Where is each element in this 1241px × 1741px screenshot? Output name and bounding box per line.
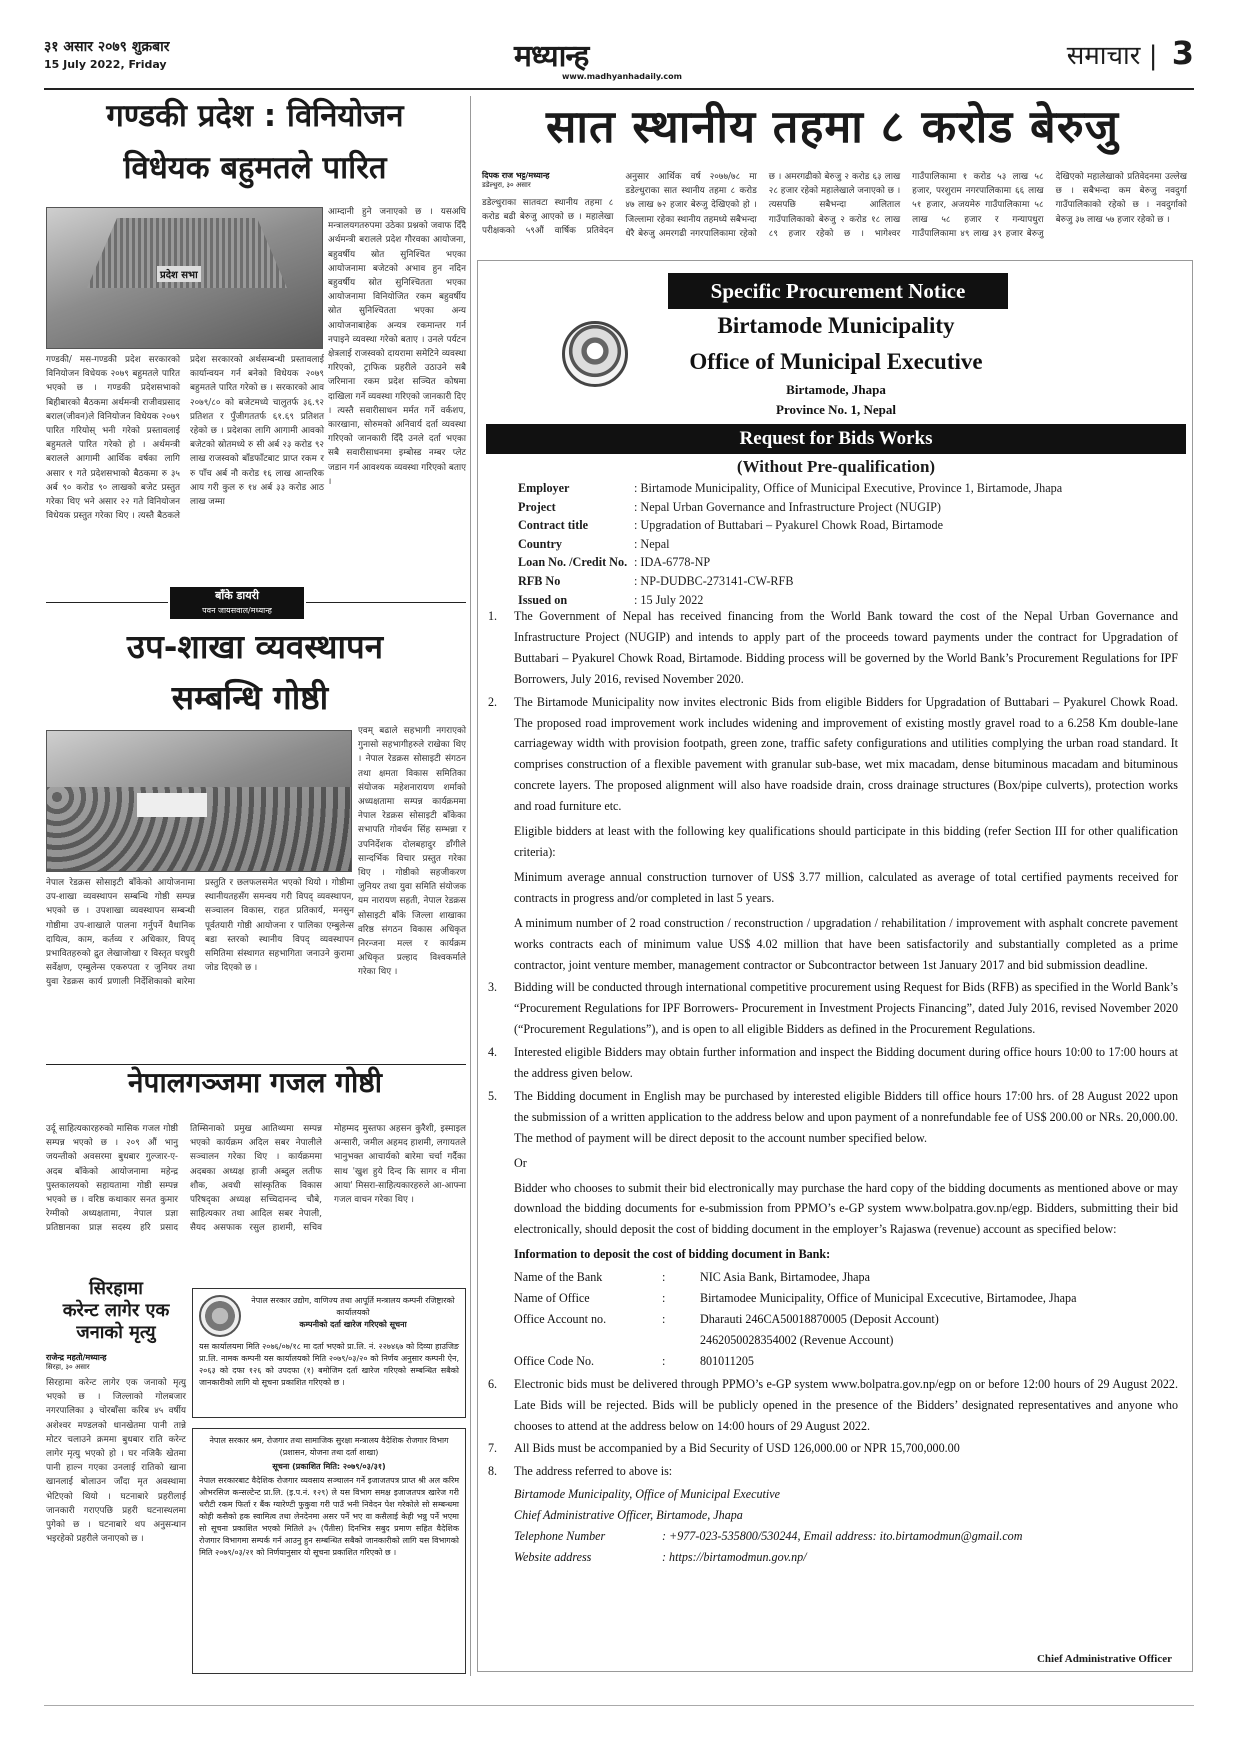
org-office: Office of Municipal Executive <box>689 349 983 374</box>
item-2-para-4: A minimum number of 2 road construction / reconstruction / upgradation / rehabilitation / improvement with asphalt concrete pavement works contracts each of minimum value US$ 4.02 million that have been satisfactorily and substantially completed as a prime contractor, joint venture member, management contractor or Subcontractor between 1st January 2017 and bid submission deadline. <box>514 915 1178 972</box>
sirha-byline-block <box>46 1352 186 1372</box>
sirha-headline-3: जनाको मृत्यु <box>76 1322 156 1343</box>
banke-diary-tag <box>170 587 304 619</box>
nepal-emblem-icon <box>199 1295 241 1337</box>
sirha-byline: राजेन्द्र महतो/मध्यान्ह <box>46 1353 107 1362</box>
gazal-body: उर्दू साहित्यकारहरुको मासिक गजल गोष्ठी सम्पन्न भएको छ । २०९ औं भानु जयन्तीको अवसरमा बुधबार गुल्जार-ए-अदब बाँकेको आयोजनामा महेन्द्र पुस्तकालयको सहायतामा गोष्ठी सम्पन्न भएको छ । वरिष्ठ कथाकार सनत कुमार रेग्मीको अध्यक्षतामा, नेपाल प्रज्ञा प्रतिष्ठानका प्राज्ञ सदस्य हरि प्रसाद तिम्सिनाको प्रमुख आतिथ्यमा सम्पन्न भएको कार्यक्रम अदिल सबर नेपालीले सञ्चालन गरेका थिए । कार्यक्रममा अदबका अध्यक्ष हाजी अब्दुल लतीफ शौक, अवधी सांस्कृतिक विकास परिषद्का अध्यक्ष सच्चिदानन्द चौबे, साहित्यकार तथा आदिल सबर नेपाली, सैयद असफाक रसुल हाशमी, सचिव मोहम्मद मुस्तफा अहसन कुरैशी, इस्माइल अन्सारी, जमील अहमद हाशमी, लगायतले भानुभक्त आचार्यको बारेमा चर्चा गर्दैका साथ 'खुश हुये दिन्द कि सागर व मीना आया' मिसरा-साहित्यकारहरुले आ-आफ्ना गजल वाचन गरेका थिए । <box>46 1124 466 1234</box>
divider <box>46 602 168 603</box>
company-notice-header <box>199 1295 459 1337</box>
field-row: Loan No. /Credit No. : IDA-6778-NP <box>518 555 711 570</box>
upshakha-headline-2: सम्बन्धि गोष्ठी <box>171 678 329 717</box>
masthead <box>44 34 1194 84</box>
procurement-notice <box>477 260 1193 1672</box>
notice-item-4: 4. Interested eligible Bidders may obtain further information and inspect the Bidding document during office hours 10:00 to 17:00 hours at the address given below. <box>488 1045 1178 1081</box>
goshthi-group-photo <box>46 730 352 872</box>
item-8-text: The address referred to above is: <box>514 1464 673 1479</box>
employment-notice-header: नेपाल सरकार श्रम, रोजगार तथा सामाजिक सुरक्षा मन्त्रालय वैदेशिक रोजगार विभाग (प्रशासन, योजना तथा दर्ता शाखा) <box>209 1436 449 1457</box>
upshakha-bottom-columns: नेपाल रेडक्रस सोसाइटी बाँकेको आयोजनामा उप-शाखा व्यवस्थापन सम्बन्धि गोष्ठी सम्पन्न भएको छ । उपशाखा व्यवस्थापन सम्बन्धी गोष्ठीमा उप-शाखाले पालना गर्नुपर्ने वैधानिक दायित्व, काम, कर्तव्य र अधिकार, विपद् प्रभावितहरुको द्रुत लेखाजोखा र विस्तृत घरधुरी सर्वेक्षण, एम्बुलेन्स एकरुपता र जुनियर तथा युवा रेडक्रस कार्य प्रणाली निर्देशिकाको बारेमा प्रस्तुति र छलफलसमेत भएको थियो । गोष्ठीमा स्थानीयतहसँग समन्वय गरी विपद् व्यवस्थापन, सञ्चालन विकास, राहत प्रतिकार्य, मनसुन पूर्वतयारी गोष्ठी आयोजना र पालिका एम्बुलेन्स बडा स्तरको स्थानीय विपद् व्यवस्थापन समितिमा संस्थागत सहभागिता जनाउने कुरामा जोड दिएको छ । <box>46 878 354 988</box>
field-row: RFB No : NP-DUDBC-273141-CW-RFB <box>518 573 794 588</box>
org-name: Birtamode Municipality <box>717 313 955 338</box>
banke-diary-title: बाँके डायरी <box>215 589 259 602</box>
rfb-subtitle: (Without Pre-qualification) <box>736 457 936 476</box>
sirha-place: सिरहा, ३० असार <box>46 1363 90 1371</box>
masthead-rule <box>44 88 1194 90</box>
section-label: समाचार | 3 <box>1066 34 1194 72</box>
item-2-para-3: Minimum average annual construction turnover of US$ 3.77 million, calculated as average of total certified payments received for contracts in progress and/or completed in last 5 years. <box>514 869 1178 905</box>
signature: Chief Administrative Officer <box>1036 1653 1172 1665</box>
divider <box>306 602 466 603</box>
employment-notice-body: नेपाल सरकारबाट वैदेशिक रोजगार व्यवसाय सञ्चालन गर्ने इजाजतपत्र प्राप्त श्री अल करिम ओभरसिज कन्सल्टेन्ट प्रा.लि. (इ.प.नं. १२९) ले यस विभाग समक्ष इजाजतपत्र खारेज गरी धरौटी रकम फिर्ता र बैंक ग्यारेण्टी फुकुवा गरी पाउँ भनी निवेदन पेश गरेकोले सो सम्बन्धमा कोही कसैको हक स्वामित्व तथा लेनदेनमा असर पर्ने भए वा कसैलाई केही भन्नु पर्ने भएमा सो सूचना प्रकाशित भएको मितिले ३५ (पैंतीस) दिनभित्र सबुद प्रमाण सहित वैदेशिक रोजगार विभागमा सम्पर्क गर्न आउनु हुन सम्बन्धित सबैको जानकारीको लागि यस विभागको मिति २०७९/०३/२१ को निर्णयानुसार यो सूचना प्रकाशित गरिएको छ । <box>199 1476 459 1557</box>
bank-heading: Information to deposit the cost of bidding document in Bank: <box>514 1247 831 1262</box>
field-row: Country : Nepal <box>518 536 670 551</box>
saat-body <box>482 170 1187 258</box>
saat-body-text: डडेल्धुराका सातवटा स्थानीय तहमा ८ करोड बढी बेरुजु आएको छ । महालेखा परीक्षकको ५९औं वार्षिक प्रतिवेदन अनुसार आर्थिक वर्ष २०७७/७८ मा डडेल्धुराका सात स्थानीय तहमा ८ करोड ४७ लाख ७२ हजार बेरुजु देखिएको हो । जिल्लामा रहेका स्थानीय तहमध्ये सबैभन्दा धेरै बेरुजु अमरगढी नगरपालिकामा रहेको छ । अमरगढीको बेरुजु २ करोड ६३ लाख २८ हजार रहेको महालेखाले जनाएको छ । त्यसपछि सबैभन्दा आलिताल गाउँपालिकाको बेरुजु २ करोड १८ लाख ८९ हजार रहेको छ । भागेश्वर गाउँपालिकामा १ करोड ५३ लाख ५८ हजार, परशुराम नगरपालिकामा ६६ लाख ५१ हजार, अजयमेरु गाउँपालिकामा ५८ लाख ५८ हजार र गन्यापधुरा गाउँपालिकामा ४९ लाख ३९ हजार बेरुजु देखिएको महालेखाको प्रतिवेदनमा उल्लेख छ । सबैभन्दा कम बेरुजु नवदुर्गा गाउँपालिकाको रहेको छ । नवदुर्गाको बेरुजु ३७ लाख ५७ हजार रहेको छ । <box>482 172 1187 239</box>
notice-item-7: 7. All Bids must be accompanied by a Bid Security of USD 126,000.00 or NPR 15,700,000.00 <box>488 1441 960 1456</box>
company-notice-body: यस कार्यालयमा मिति २०७६/०७/१८ मा दर्ता भएको प्रा.लि. नं. २२७४६७ को दिव्या हाउजिङ प्रा.लि. नामक कम्पनी यस कार्यालयको मिति २०७९/०३/२० को निर्णय अनुसार कम्पनी ऐन, २०६३ को दफा १२६ को उपदफा (१) बमोजिम दर्ता खारेज गरिएको सम्बन्धित सबैको जानकारीको लागि यो सूचना प्रकाशित गरिएको छ । <box>199 1342 459 1387</box>
field-row: Employer : Birtamode Municipality, Office of Municipal Executive, Province 1, Birtamode, Jhapa <box>518 481 1063 495</box>
sirha-body: सिरहामा करेन्ट लागेर एक जनाको मृत्यु भएको छ । जिल्लाको गोलबजार नगरपालिका ३ चोरबाँसा करिब ४५ वर्षीय अशेश्वर मण्डलको धानखेतमा पानी तान्ने मोटर चलाउने क्रममा बुधबार राति करेन्ट लागेर मृत्यु भएको हो । घर नजिकै खेतमा पानी हाल्न गएका उनलाई रातिको खाना खानलाई बोलाउन जाँदा मृत अवस्थामा भेटिएको थियो । घटनाबारे प्रहरीलाई जानकारी गराएपछि प्रहरी घटनास्थलमा पुगेको छ । घटनाबारे थप अनुसन्धान भइरहेको प्रहरीले जनाएको छ । <box>46 1378 186 1545</box>
date-nepali: ३१ असार २०७९ शुक्रबार <box>44 39 170 55</box>
item-2-para-2: Eligible bidders at least with the following key qualifications should participate in this bidding (refer Section III for other qualification criteria): <box>514 824 1178 859</box>
notice-item-8: 8. The address referred to above is: Birtamode Municipality, Office of Municipal Executive Chief Administrative Officer, Birtamode, Jhapa Telephone Number : +977-023-535800/530244, Email address: ito.birtamodmun@gmail.com Website address : https://birtamodmun.gov.np/ <box>488 1461 1178 1568</box>
newspaper-logo: मध्यान्ह <box>514 39 589 74</box>
footer-rule <box>44 1705 1194 1706</box>
column-divider <box>470 96 471 1676</box>
field-row: Issued on : 15 July 2022 <box>518 592 704 607</box>
gazal-headline: नेपालगञ्जमा गजल गोष्ठी <box>128 1066 382 1099</box>
gandaki-headline-2: विधेयक बहुमतले पारित <box>123 150 387 186</box>
company-deregistration-notice <box>192 1288 466 1418</box>
field-row: Contract title : Upgradation of Buttabari – Pyakurel Chowk Road, Birtamode <box>518 518 944 533</box>
gandaki-headline-1: गण्डकी प्रदेश : विनियोजन <box>106 98 404 134</box>
sirha-headline-1: सिरहामा <box>89 1278 143 1299</box>
banke-diary-byline: पवन जायसवाल/मध्यान्ह <box>170 605 304 617</box>
address-line: Birtamode Municipality, Office of Municipal Executive <box>514 1487 780 1502</box>
notice-item-3: 3. Bidding will be conducted through international competitive procurement using Request for Bids (RFB) as specified in the World Bank’s “Procurement Regulations for IPF Borrowers- Procurement in Investment Projects Financing”, dated July 2016, revised November 2020 (“Procurement Regulations”), and is open to all eligible Bidders as defined in the Procurement Regulations. <box>488 980 1178 1037</box>
upshakha-right-column: एवम् बढाले सहभागी नगराएको गुनासो सहभागीहरुले राखेका थिए । नेपाल रेडक्रस सोसाइटी संगठन तथा क्षमता विकास समितिका संयोजक महेशनारायण शर्माको अध्यक्षतामा सम्पन्न कार्यक्रममा नेपाल रेडक्रस सोसाइटी बाँकेका सभापति गोवर्धन सिंह सम्भन्ना र उपनिर्देशक दोलबहादुर डाँगीले सान्दर्भिक विचार प्रस्तुत गरेका थिए । गोष्ठीको सहजीकरण जुनियर तथा युवा समिति संयोजक यम नारायण सहती, नेपाल रेडक्रस सोसाइटी बाँके जिल्ला शाखाका वरिष्ठ संगठन विकास अधिकृत निरन्जना मल्ल र कार्यक्रम अधिकृत प्रल्हाद विश्वकर्माले गरेका थिए । <box>358 726 466 978</box>
notice-fields <box>518 479 1174 609</box>
address-line: Telephone Number : +977-023-535800/530244, Email address: ito.birtamodmun@gmail.com <box>514 1529 1023 1544</box>
item-5-text: The Bidding document in English may be purchased by interested eligible Bidders till office hours 17:00 hrs. of 28 August 2022 upon the submission of a written application to the address below and upon payment of a nonrefundable fee of US$ 200.00 or NRs. 20,000.00. The method of payment will be direct deposit to the account number specified below. <box>514 1088 1178 1145</box>
bank-row: Office Account no. : Dharauti 246CA50018870005 (Deposit Account) <box>514 1312 939 1326</box>
upshakha-headline-1: उप-शाखा व्यवस्थापन <box>126 627 384 666</box>
org-address-1: Birtamode, Jhapa <box>786 382 886 397</box>
gandaki-bottom-columns: गण्डकी/ मस-गण्डकी प्रदेश सरकारको विनियोजन विधेयक २०७९ बहुमतले पारित भएको छ । गण्डकी प्रदेशसभाको बिहीबारको बैठकमा अर्थमन्त्री राजीवप्रसाद बराल(जीवन)ले विनियोजन विधेयक २०७९ पारित गरियोस् भनी गरेको प्रस्तावलाई बहुमतले पारित गरेको हो । अर्थमन्त्री बरालले आगामी आर्थिक वर्षका लागि असार १ गते प्रदेशसभाको बैठकमा रु ३५ अर्ब ९० करोड ९० लाखको बजेट प्रस्तुत गरेका थिए भने असार २२ गते विनियोजन विधेयक प्रस्तुत गरेका थिए । त्यस्तै बैठकले प्रदेश सरकारको अर्थसम्बन्धी प्रस्तावलाई कार्यान्वयन गर्न बनेको विधेयक २०७९ बहुमतले पारित गरेको छ । सरकारको आव २०७९/८० को बजेटमध्ये चालुतर्फ ३६.९२ प्रतिशत र पुँजीगततर्फ ६१.६९ प्रतिशत रहेको छ । प्रदेशका लागि आगामी आवको बजेटको स्रोतमध्ये रु सी अर्ब २३ करोड ९२ लाख राजस्वको बाँडफाँटबाट प्राप्त रकम र रु पाँच अर्ब नौ करोड १६ लाख आन्तरिक आय गरी कुल रु १४ अर्ब ३३ करोड आठ लाख जम्मा <box>46 355 324 522</box>
bank-row: Name of the Bank : NIC Asia Bank, Birtamodee, Jhapa <box>514 1270 870 1285</box>
notice-items <box>488 606 1178 1568</box>
bank-row: Name of Office : Birtamodee Municipality, Office of Municipal Excecutive, Birtamodee, Jhapa <box>514 1291 1077 1306</box>
org-address-2: Province No. 1, Nepal <box>776 402 896 417</box>
byline-spacer <box>482 170 613 196</box>
saat-place: डडेल्धुरा, ३० असार <box>482 181 531 189</box>
company-notice-head-text <box>247 1295 459 1337</box>
notice-title: Specific Procurement Notice <box>668 273 1008 309</box>
gandaki-right-column: आम्दानी हुने जनाएको छ । यसअघि मन्त्रालयगतरुपमा उठेका प्रश्नको जवाफ दिँदै अर्थमन्त्री बरालले प्रदेश गौरवका आयोजना, बहुवर्षीय स्रोत सुनिश्चित भएका आयोजनामा बजेटको अभाव हुन नदिन बहुवर्षीय स्रोत सुनिश्चितता भएका आयोजनामा विनियोजित रकम बहुवर्षीय स्रोत सुनिश्चितता भएका अन्य आयोजनाबाहेक अन्यत्र रकमान्तर गर्न नपाइने व्यवस्था गरेको बताए । उनले पर्यटन क्षेत्रलाई राजस्वको दायरामा समेटिने व्यवस्था गरिएको, ट्राफिक प्रहरीले उठाउने सबै जरिमाना रकम प्रदेश सञ्चित कोषमा दाखिला गर्ने व्यवस्था गरिएको जानकारी दिए । त्यस्तै सवारीसाधन मर्मत गर्ने वर्कशप, कारखाना, सोरुमको अनिवार्य दर्ता व्यवस्था गरिएको जानकारी दिँदै उनले दर्ता भएका सबै सवारीसाधनमा इम्बोस्ड नम्बर प्लेट जडान गर्न आवश्यक व्यवस्था गरिएको बताए । <box>328 207 466 487</box>
page-number: 3 <box>1171 34 1194 72</box>
item-5-or: Or <box>514 1155 527 1170</box>
saat-headline: सात स्थानीय तहमा ८ करोड बेरुजु <box>545 100 1119 153</box>
saat-byline: दिपक राज भट्ट/मध्यान्ह <box>482 171 550 180</box>
section-name: समाचार <box>1066 41 1141 71</box>
banner-shape <box>137 793 207 817</box>
divider <box>46 1064 466 1065</box>
bank-row: 2462050028354002 (Revenue Account) <box>700 1332 894 1347</box>
employment-notice-title: सूचना (प्रकाशित मिति: २०७९/०३/३१) <box>272 1462 386 1471</box>
sirha-headline-2: करेन्ट लागेर एक <box>62 1300 170 1321</box>
photo-sign: प्रदेश सभा <box>157 266 201 282</box>
item-2-text: The Birtamode Municipality now invites electronic Bids from eligible Bidders for Upgradation of Buttabari – Pyakurel Chowk Road. The proposed road improvement work includes widening and improvement of existing mostly gravel road to a 6.258 Km double-lane carriageway width with provision footpath, green zone, traffic safety configurations and utilities complying the urban road standard. It comprises construction of a flexible pavement with granular sub-base, wet mix macadam, dense bituminous macadam and bituminous concrete layers. The proposed alignment will also have roadside drain, cross drainage structures (Box/pipe culverts), protection works and road furniture etc. <box>514 694 1178 814</box>
notice-item-1: 1. The Government of Nepal has received financing from the World Bank toward the cost of the Nepal Urban Governance and Infrastructure Project (NUGIP) and intends to apply part of the proceeds toward payments under the contract for Upgradation of Buttabari – Pyakurel Chowk Road, Birtamode. Bidding process will be governed by the World Bank’s Procurement Regulations for IPF Borrowers, July 2016, revised November 2020. <box>488 609 1178 686</box>
company-notice-title: कम्पनीको दर्ता खारेज गरिएको सूचना <box>299 1320 407 1329</box>
issue-date <box>44 38 169 74</box>
notice-item-5: 5. The Bidding document in English may be purchased by interested eligible Bidders till office hours 17:00 hrs. of 28 August 2022 upon the submission of a written application to the address below and upon payment of a nonrefundable fee of US$ 200.00 or NRs. 20,000.00. The method of payment will be direct deposit to the account number specified below. Or Bidder who chooses to submit their bid electronically may purchase the hard copy of the bidding documents as mentioned above or may download the bidding documents for e-submission from PPMO’s e-GP system www.bolpatra.gov.np/egp. Bidders, submitting their bid electronically, should deposit the cost of bidding document in the employer’s Rajaswa (revenue) account as specified below: Information to deposit the cost of bidding document in Bank: Name of the Bank : NIC Asia Bank, Birtamodee, Jhapa Name of Office : Birtamodee Municipality, Office of Municipal Excecutive, Birtamodee, Jhapa Office Account no. : Dharauti 246CA50018870005 (Deposit Account) 2462050028354002 (Revenue Account) Office Code No. : 801011205 <box>488 1086 1178 1372</box>
bank-row: Office Code No. : 801011205 <box>514 1353 754 1368</box>
employment-license-notice <box>192 1428 466 1674</box>
website-url: www.madhyanhadaily.com <box>562 72 682 81</box>
notice-item-2: 2. The Birtamode Municipality now invites electronic Bids from eligible Bidders for Upgradation of Buttabari – Pyakurel Chowk Road. The proposed road improvement work includes widening and improvement of existing mostly gravel road to a 6.258 Km double-lane carriageway width with provision footpath, green zone, traffic safety configurations and utilities complying the urban road standard. It comprises construction of a flexible pavement with granular sub-base, wet mix macadam, dense bituminous macadam and bituminous concrete layers. The proposed alignment will also have roadside drain, cross drainage structures (Box/pipe culverts), protection works and road furniture etc. Eligible bidders at least with the following key qualifications should participate in this bidding (refer Section III for other qualification criteria): Minimum average annual construction turnover of US$ 3.77 million, calculated as average of total certified payments received for contracts in progress and/or completed in last 5 years. A minimum number of 2 road construction / reconstruction / upgradation / rehabilitation / improvement with asphalt concrete pavement works contracts each of minimum value US$ 4.02 million that have been satisfactorily and substantially completed as a prime contractor, joint venture member, management contractor or Subcontractor between 1st January 2017 and bid submission deadline. <box>488 692 1178 976</box>
provincial-assembly-photo <box>46 207 323 349</box>
notice-item-6: 6. Electronic bids must be delivered through PPMO’s e-GP system www.bolpatra.gov.np/egp on or before 12:00 hours of 29 August 2022. Late Bids will be rejected. Bids will be publicly opened in the presence of the Bidders’ designated representatives and anyone who chooses to attend at the address below on 14:00 hours of 29 August 2022. <box>488 1376 1178 1433</box>
item-5-para-2: Bidder who chooses to submit their bid electronically may purchase the hard copy of the bidding documents as mentioned above or may download the bidding documents for e-submission from PPMO’s e-GP system www.bolpatra.gov.np/egp. Bidders, submitting their bid electronically, should deposit the cost of bidding document in the employer’s Rajaswa (revenue) account as specified below: <box>514 1180 1178 1237</box>
field-row: Project : Nepal Urban Governance and Infrastructure Project (NUGIP) <box>518 499 941 514</box>
address-line: Website address : https://birtamodmun.gov.np/ <box>514 1549 807 1564</box>
company-notice-header-text: नेपाल सरकार उद्योग, वाणिज्य तथा आपूर्ति मन्त्रालय कम्पनी रजिष्ट्रारको कार्यालयको <box>251 1296 455 1317</box>
address-line: Chief Administrative Officer, Birtamode, Jhapa <box>514 1508 743 1523</box>
date-english: 15 July 2022, Friday <box>44 58 167 71</box>
rfb-title: Request for Bids Works <box>486 424 1186 454</box>
